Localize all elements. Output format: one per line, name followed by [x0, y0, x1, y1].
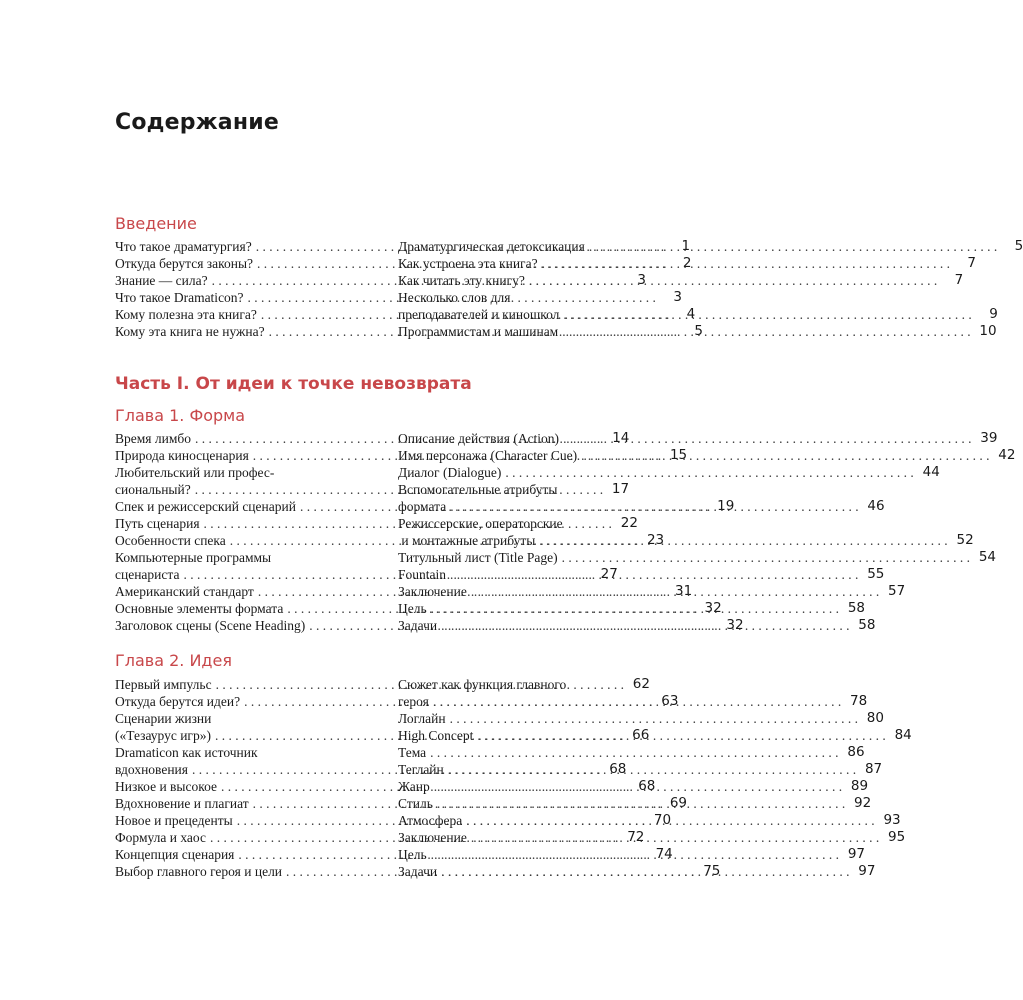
dot-leader — [525, 272, 941, 289]
toc-entry-title: Атмосфера — [398, 813, 463, 828]
toc-page-number: 27 — [600, 566, 618, 582]
toc-page-number: 58 — [847, 600, 866, 616]
toc-page-number: 97 — [847, 846, 866, 862]
dot-leader — [467, 583, 883, 600]
dot-leader — [444, 761, 860, 778]
toc-entry-title: Задачи — [398, 618, 438, 633]
toc-entry-title: героя — [398, 694, 429, 709]
toc-entry-title: Выбор главного героя и цели — [115, 864, 283, 879]
toc-entry-title: сценариста — [115, 567, 180, 582]
toc-entry-title: Диалог (Dialogue) — [398, 465, 502, 480]
toc-page-number: 39 — [980, 430, 998, 446]
toc-page-number: 9 — [989, 306, 998, 322]
toc-entry-title: Логлайн — [398, 711, 446, 726]
toc-entry-title: Знание — сила? — [115, 273, 208, 288]
toc-entry-title: Задачи — [398, 864, 438, 879]
toc-entry — [398, 710, 884, 727]
toc-page-number: 84 — [894, 727, 912, 743]
dot-leader — [433, 795, 849, 812]
toc-page-number: 17 — [611, 481, 630, 497]
toc-page-number: 2 — [682, 255, 692, 271]
toc-page-number: 63 — [661, 693, 679, 709]
toc-page-number: 95 — [888, 829, 906, 845]
toc-page-number: 89 — [850, 778, 869, 794]
dot-leader — [558, 323, 974, 340]
toc-page-number: 68 — [609, 761, 627, 777]
toc-entry-title: Теглайн — [398, 762, 444, 777]
toc-entry-title: и монтажные атрибуты — [398, 533, 536, 548]
toc-entry — [398, 778, 869, 795]
dot-leader — [559, 430, 975, 447]
toc-entry-title: Что такое Dramaticon? — [115, 290, 244, 305]
toc-entry-title: Заключение — [398, 830, 467, 845]
intro-right-column — [398, 238, 1023, 340]
toc-entry-line: Любительский или профес- — [115, 465, 275, 480]
toc-page-number: 22 — [620, 515, 638, 531]
toc-entry-title: Концепция сценария — [115, 847, 235, 862]
toc-page-number: 93 — [883, 812, 901, 828]
toc-entry — [398, 255, 976, 272]
dot-leader — [501, 464, 917, 481]
dot-leader — [558, 549, 974, 566]
dot-leader — [430, 778, 846, 795]
toc-entry-title: Заключение — [398, 584, 467, 599]
toc-entry-title: Что такое драматургия? — [115, 239, 252, 254]
toc-page-number: 19 — [717, 498, 735, 514]
toc-page-number: 10 — [979, 323, 997, 339]
toc-entry-title: Драматургическая детоксикация — [398, 239, 585, 254]
toc-entry — [398, 744, 865, 761]
dot-leader — [446, 566, 862, 583]
page-title: Содержание — [115, 110, 279, 135]
toc-entry-title: Как читать эту книгу? — [398, 273, 525, 288]
dot-leader — [535, 532, 951, 549]
toc-entry — [398, 829, 906, 846]
toc-page-number: 31 — [675, 583, 693, 599]
toc-page-number: 23 — [646, 532, 665, 548]
dot-leader — [467, 829, 883, 846]
toc-entry-line: Сюжет как функция главного — [398, 677, 567, 692]
toc-entry — [398, 549, 997, 566]
dot-leader — [538, 255, 954, 272]
toc-entry — [398, 323, 997, 340]
toc-page-number: 78 — [850, 693, 868, 709]
toc-entry-title: Заголовок сцены (Scene Heading) — [115, 618, 306, 633]
toc-page-number: 3 — [637, 272, 646, 288]
chapter1-title: Глава 1. Форма — [115, 406, 246, 425]
toc-entry-title: вдохновения — [115, 762, 188, 777]
dot-leader — [437, 863, 853, 880]
toc-entry-title: Цель — [398, 601, 427, 616]
toc-page-number: 52 — [956, 532, 974, 548]
toc-page-number: 42 — [998, 447, 1016, 463]
toc-entry-title: Тема — [398, 745, 427, 760]
toc-page-number: 44 — [922, 464, 940, 480]
toc-entry-title: Откуда берутся идеи? — [115, 694, 241, 709]
toc-entry — [398, 430, 998, 447]
toc-page-number: 72 — [627, 829, 645, 845]
toc-entry-title: Формула и хаос — [115, 830, 207, 845]
chapter2-title: Глава 2. Идея — [115, 651, 232, 670]
toc-page-number: 4 — [686, 306, 696, 322]
toc-entry-line: Сценарии жизни — [115, 711, 212, 726]
toc-entry-title: Природа киносценария — [115, 448, 249, 463]
toc-page-number: 58 — [858, 617, 876, 633]
intro-title: Введение — [115, 214, 197, 233]
dot-leader — [427, 600, 843, 617]
toc-entry — [398, 532, 974, 549]
toc-entry-title: Американский стандарт — [115, 584, 254, 599]
toc-page-number: 54 — [978, 549, 997, 565]
toc-page-number: 5 — [1014, 238, 1023, 254]
toc-entry-title: Имя персонажа (Character Cue) — [398, 448, 578, 463]
toc-entry-title: Как устроена эта книга? — [398, 256, 538, 271]
toc-entry-title: High Concept — [398, 728, 474, 743]
toc-entry-title: Низкое и высокое — [115, 779, 218, 794]
toc-page-number: 86 — [847, 744, 865, 760]
dot-leader — [446, 710, 862, 727]
toc-entry-title: Основные элементы формата — [115, 601, 284, 616]
dot-leader — [585, 238, 1001, 255]
toc-entry-title: Спек и режиссерский сценарий — [115, 499, 296, 514]
toc-entry — [398, 238, 1023, 255]
toc-entry-title: Откуда берутся законы? — [115, 256, 254, 271]
toc-entry — [398, 727, 912, 744]
toc-entry-title: Стиль — [398, 796, 433, 811]
toc-entry-title: Fountain — [398, 567, 447, 582]
toc-page-number: 75 — [703, 863, 721, 879]
toc-entry-title: Описание действия (Action) — [398, 431, 560, 446]
toc-entry-title: сиональный? — [115, 482, 191, 497]
toc-page-number: 32 — [726, 617, 744, 633]
toc-page-number: 5 — [694, 323, 703, 339]
toc-page-number: 7 — [967, 255, 976, 271]
toc-entry-title: Кому полезна эта книга? — [115, 307, 257, 322]
toc-page-number: 1 — [681, 238, 691, 254]
toc-entry-title: («Тезаурус игр») — [115, 728, 211, 743]
toc-entry — [398, 812, 901, 829]
toc-page-number: 92 — [854, 795, 872, 811]
toc-entry-title: Путь сценария — [115, 516, 200, 531]
toc-page-number: 62 — [632, 676, 650, 692]
toc-page-number: 7 — [954, 272, 964, 288]
toc-page-number: 14 — [612, 430, 630, 446]
toc-page-number: 32 — [704, 600, 722, 616]
dot-leader — [577, 447, 993, 464]
toc-page-number: 87 — [864, 761, 883, 777]
toc-page-number: 68 — [638, 778, 656, 794]
toc-entry-title: Особенности спека — [115, 533, 226, 548]
toc-entry — [398, 566, 885, 583]
dot-leader — [426, 744, 842, 761]
toc-entry — [398, 272, 964, 289]
toc-page-number: 15 — [669, 447, 688, 463]
dot-leader — [462, 812, 878, 829]
dot-leader — [559, 306, 975, 323]
toc-entry-title: Вдохновение и плагиат — [115, 796, 249, 811]
toc-entry-title: Первый импульс — [115, 677, 212, 692]
toc-entry-title: Время лимбо — [115, 431, 191, 446]
toc-entry-title: преподавателей и киношкол — [398, 307, 560, 322]
toc-entry-title: Цель — [398, 847, 427, 862]
toc-page-number: 74 — [655, 846, 673, 862]
toc-page-number: 97 — [858, 863, 876, 879]
toc-entry-title: Титульный лист (Title Page) — [398, 550, 558, 565]
part1-title: Часть I. От идеи к точке невозврата — [115, 374, 472, 394]
toc-entry — [398, 306, 998, 323]
toc-entry-title: Кому эта книга не нужна? — [115, 324, 265, 339]
toc-entry-title: Программистам и машинам — [398, 324, 559, 339]
toc-entry-line: Dramaticon как источник — [115, 745, 258, 760]
toc-entry — [398, 761, 883, 778]
dot-leader — [429, 693, 845, 710]
toc-page-number: 46 — [867, 498, 885, 514]
toc-page-number: 66 — [632, 727, 650, 743]
dot-leader — [427, 846, 843, 863]
toc-entry-line: Компьютерные программы — [115, 550, 272, 565]
toc-page-number: 69 — [669, 795, 688, 811]
toc-page-number: 70 — [653, 812, 672, 828]
dot-leader — [446, 498, 862, 515]
toc-page-number: 55 — [867, 566, 885, 582]
dot-leader — [437, 617, 853, 634]
toc-entry-title: формата — [398, 499, 447, 514]
toc-entry-line: Режиссерские, операторские — [398, 516, 563, 531]
toc-entry-line: Вспомогательные атрибуты — [398, 482, 558, 497]
toc-page-number: 57 — [888, 583, 906, 599]
toc-entry-line: Несколько слов для — [398, 290, 511, 305]
toc-page-number: 3 — [673, 289, 682, 305]
dot-leader — [473, 727, 889, 744]
toc-entry-title: Новое и прецеденты — [115, 813, 233, 828]
toc-page-number: 80 — [866, 710, 884, 726]
toc-entry-title: Жанр — [398, 779, 430, 794]
toc-entry — [398, 464, 940, 481]
